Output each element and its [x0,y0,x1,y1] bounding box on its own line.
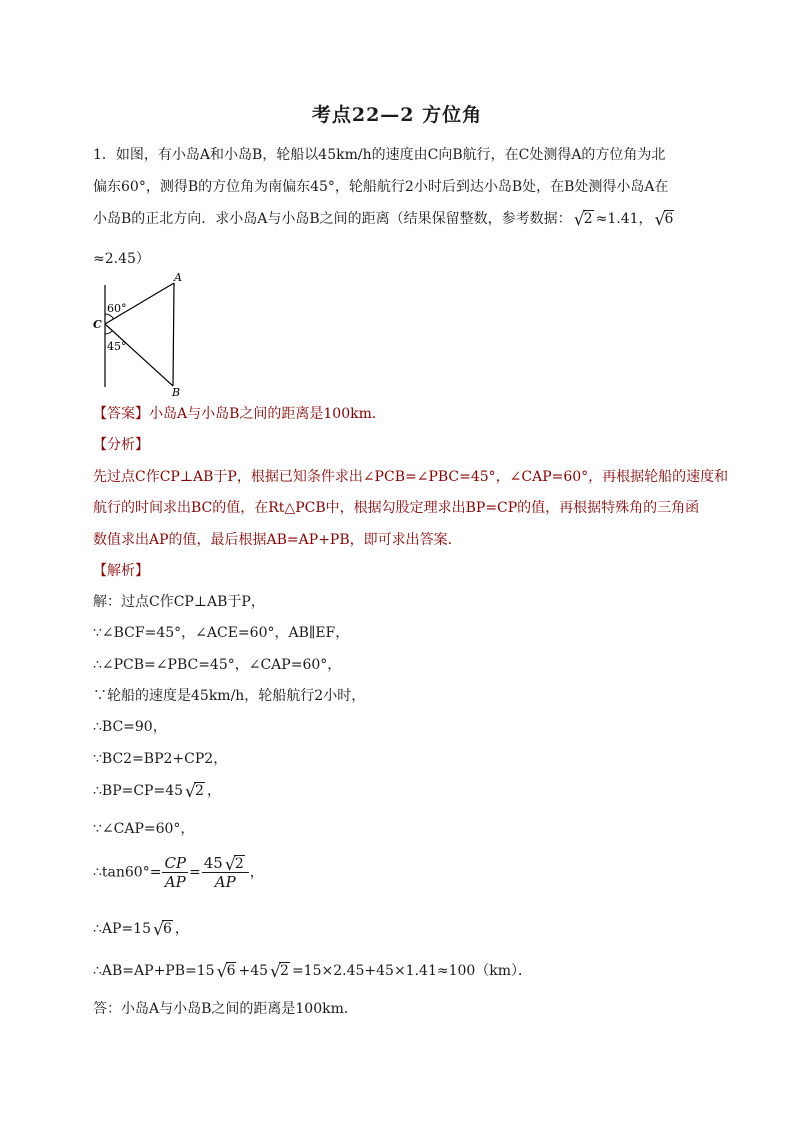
step-7-text: ∴BP=CP=45 [93,783,184,799]
step-11-text: ∴AB=AP+PB=15 [93,963,215,979]
sqrt-6-symbol: √ 6 [654,210,674,230]
sqrt-symbol: √ 2 [185,782,204,802]
sqrt-symbol: √ 6 [152,920,172,940]
analysis-line-3: 数值求出AP的值，最后根据AB=AP+PB，即可求出答案． [93,532,462,548]
solution-step-5: ∴BC=90， [93,719,167,735]
sqrt-radicand: 6 [162,921,172,937]
step-11-end: =15×2.45+45×1.41≈100（km）． [291,963,533,979]
sqrt-2-radicand: 2 [583,211,593,227]
solution-step-3: ∴∠PCB=∠PBC=45°，∠CAP=60°， [93,657,342,673]
solution-tag: 【解析】 [93,563,149,579]
angle-label-45: 45° [107,340,127,353]
sqrt-radicand: 2 [195,783,204,799]
question-line-3-text: 小岛B的正北方向．求小岛A与小岛B之间的距离（结果保留整数，参考数据： [93,211,572,227]
fraction-numerator: CP [164,854,187,872]
sqrt-6-radicand: 6 [664,211,674,227]
answer-text: 小岛A与小岛B之间的距离是100km． [149,406,386,422]
sqrt-radicand: 2 [234,856,244,872]
angle-label-60: 60° [107,302,127,315]
plus-45: +45 [238,963,269,979]
coef-45: 45 [203,854,223,872]
fraction-denominator: AP [164,873,186,891]
solution-step-10 [93,918,189,938]
analysis-line-1: 先过点C作CP⊥AB于P，根据已知条件求出∠PCB=∠PBC=45°，∠CAP=60°，再根据轮船的速度和 [93,469,729,485]
sqrt-2-symbol: √ 2 [573,210,593,230]
solution-step-6: ∵BC2=BP2+CP2， [93,751,228,767]
question-line-4: ≈2.45） [93,251,150,267]
segment-cb [105,324,173,386]
step-10-end: ， [174,921,189,937]
bearing-diagram [88,270,188,400]
sqrt-symbol: √ 2 [270,962,289,982]
question-line-1: 1．如图，有小岛A和小岛B，轮船以45km/h的速度由C向B航行，在C处测得A的方位角为北 [93,147,666,163]
fraction-denominator: AP [214,873,236,891]
sqrt-radicand: 6 [226,963,236,979]
step-7-end: ， [206,783,221,799]
step-10-text: ∴AP=15 [93,921,151,937]
analysis-tag: 【分析】 [93,437,149,453]
solution-step-7 [93,780,221,800]
solution-step-1: 解：过点C作CP⊥AB于P， [93,594,265,610]
tan60-text: ∴tan60°= [93,864,162,881]
solution-step-2: ∵∠BCF=45°，∠ACE=60°，AB∥EF， [93,625,350,641]
fraction-cp-ap [162,854,188,891]
label-c: C [93,318,102,331]
solution-step-4: ∵轮船的速度是45km/h，轮船航行2小时， [93,688,366,704]
solution-step-8: ∵∠CAP=60°， [93,821,195,837]
sqrt-symbol: √ 6 [216,962,236,982]
sqrt-radicand: 2 [280,963,289,979]
step-9-end: ， [249,864,264,881]
page-title: 考点22—2 方位角 [311,104,483,126]
fraction-numerator-45sqrt2 [202,854,249,873]
label-a: A [174,271,182,284]
question-line-3 [93,208,676,228]
question-line-2: 偏东60°，测得B的方位角为南偏东45°，轮船航行2小时后到达小岛B处，在B处测得小岛A在 [93,179,669,195]
analysis-line-2: 航行的时间求出BC的值，在Rt△PCB中，根据勾股定理求出BP=CP的值，再根据特殊角的三角函 [93,500,700,516]
answer-line [93,403,386,423]
solution-step-11 [93,960,532,980]
fraction-45sqrt2-ap [202,854,249,891]
solution-step-9 [93,854,264,891]
answer-tag: 【答案】 [93,406,149,422]
equals-sign: = [189,864,201,881]
segment-ab [173,283,174,386]
sqrt-symbol: √ 2 [224,855,244,875]
solution-conclusion: 答：小岛A与小岛B之间的距离是100km． [93,1001,358,1017]
angle-arc-45 [105,331,112,334]
label-b: B [172,386,181,399]
approx-141: ≈1.41， [595,211,653,227]
